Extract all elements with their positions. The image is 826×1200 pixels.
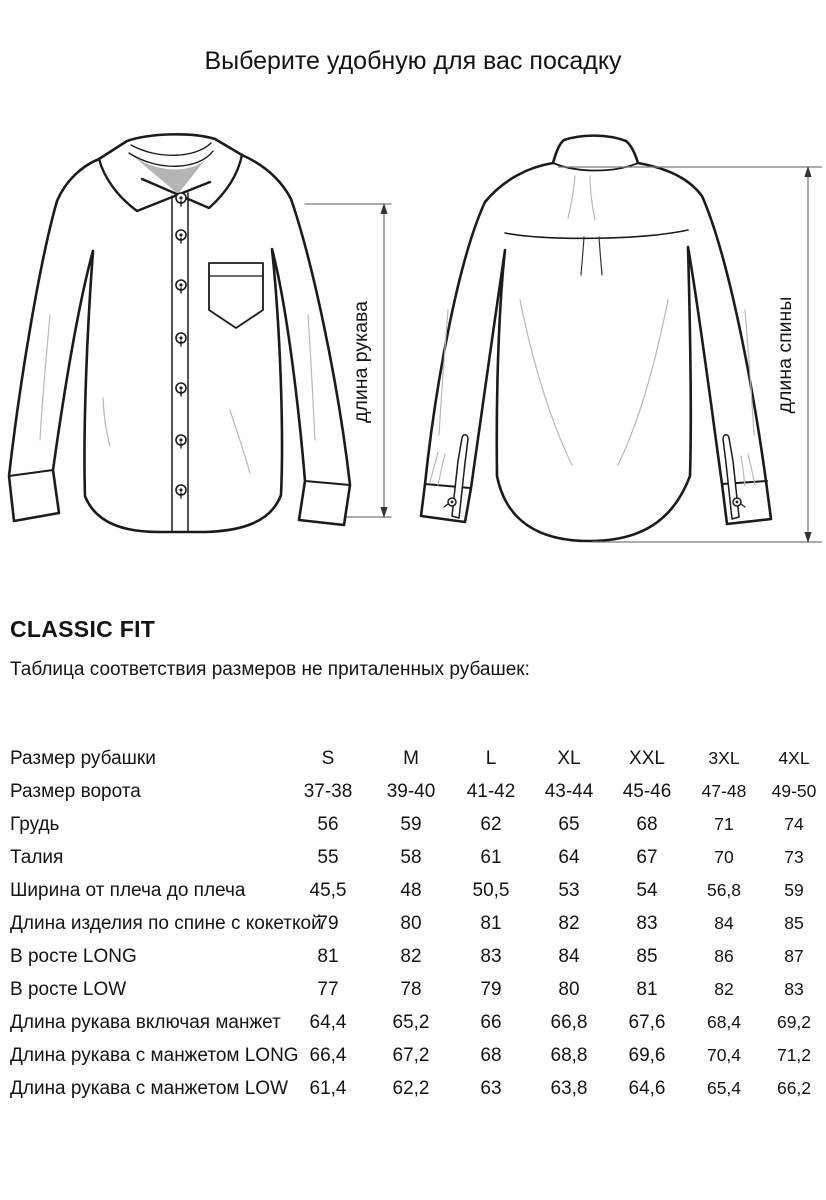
table-row bbox=[10, 874, 826, 907]
size-column-header: L bbox=[485, 747, 497, 769]
table-cell: 66,2 bbox=[776, 1078, 812, 1098]
front-shirt-drawing bbox=[9, 134, 391, 532]
table-cell: 83 bbox=[784, 979, 804, 999]
table-cell: 67 bbox=[636, 846, 658, 868]
table-cell: 45,5 bbox=[309, 879, 347, 901]
table-cell: 84 bbox=[558, 945, 580, 967]
size-column-header: M bbox=[403, 747, 419, 769]
table-cell: 56,8 bbox=[706, 880, 742, 900]
row-label: В росте LONG bbox=[10, 945, 137, 967]
size-column-header: S bbox=[321, 747, 335, 769]
back-shirt-drawing bbox=[421, 136, 771, 541]
table-cell: 47-48 bbox=[701, 781, 747, 801]
table-cell: 63,8 bbox=[550, 1077, 588, 1099]
page-title: Выберите удобную для вас посадку bbox=[204, 47, 622, 75]
table-cell: 71,2 bbox=[776, 1045, 812, 1065]
shirt-diagram bbox=[0, 130, 826, 570]
table-subtitle: Таблица соответствия размеров не приталенных рубашек: bbox=[10, 659, 530, 680]
table-cell: 61 bbox=[480, 846, 502, 868]
table-row bbox=[10, 940, 826, 973]
table-cell: 68,8 bbox=[550, 1044, 588, 1066]
table-cell: 55 bbox=[317, 846, 339, 868]
table-cell: 78 bbox=[400, 978, 422, 1000]
arrow-up-icon bbox=[380, 203, 387, 214]
table-cell: 81 bbox=[317, 945, 339, 967]
table-cell: 64,4 bbox=[309, 1011, 347, 1033]
table-cell: 50,5 bbox=[472, 879, 510, 901]
row-label: Длина рукава включая манжет bbox=[10, 1011, 281, 1033]
table-row bbox=[10, 1006, 826, 1039]
table-cell: 64 bbox=[558, 846, 580, 868]
row-label: Длина рукава с манжетом LOW bbox=[10, 1077, 289, 1099]
size-column-header: XL bbox=[557, 747, 581, 769]
row-label: Длина рукава с манжетом LONG bbox=[10, 1044, 299, 1066]
table-cell: 43-44 bbox=[544, 780, 594, 802]
table-row bbox=[10, 1072, 826, 1105]
table-cell: 70,4 bbox=[706, 1045, 742, 1065]
size-column-header: 4XL bbox=[778, 748, 810, 768]
table-cell: 79 bbox=[480, 978, 502, 1000]
row-label: Грудь bbox=[10, 813, 60, 835]
sleeve-length-dimension bbox=[350, 203, 388, 518]
table-cell: 79 bbox=[317, 912, 339, 934]
back-length-label: длина спины bbox=[774, 296, 796, 414]
table-cell: 69,6 bbox=[628, 1044, 666, 1066]
table-cell: 59 bbox=[784, 880, 804, 900]
table-cell: 82 bbox=[558, 912, 580, 934]
table-cell: 59 bbox=[400, 813, 422, 835]
table-cell: 81 bbox=[480, 912, 502, 934]
row-label: Талия bbox=[10, 846, 64, 868]
size-column-header: XXL bbox=[629, 747, 665, 769]
table-cell: 73 bbox=[784, 847, 804, 867]
table-row bbox=[10, 775, 826, 808]
table-cell: 37-38 bbox=[303, 780, 353, 802]
table-cell: 74 bbox=[784, 814, 804, 834]
table-cell: 85 bbox=[636, 945, 658, 967]
table-row bbox=[10, 973, 826, 1006]
table-cell: 54 bbox=[636, 879, 658, 901]
table-cell: 48 bbox=[400, 879, 422, 901]
table-cell: 39-40 bbox=[386, 780, 436, 802]
table-cell: 66,8 bbox=[550, 1011, 588, 1033]
table-cell: 65,4 bbox=[706, 1078, 742, 1098]
table-cell: 45-46 bbox=[622, 780, 672, 802]
table-cell: 68,4 bbox=[706, 1012, 742, 1032]
table-cell: 77 bbox=[317, 978, 339, 1000]
table-cell: 68 bbox=[480, 1044, 502, 1066]
table-cell: 83 bbox=[636, 912, 658, 934]
table-cell: 85 bbox=[784, 913, 804, 933]
table-cell: 41-42 bbox=[466, 780, 516, 802]
size-table bbox=[10, 742, 826, 1105]
table-cell: 62,2 bbox=[392, 1077, 430, 1099]
table-row bbox=[10, 808, 826, 841]
table-cell: 67,6 bbox=[628, 1011, 666, 1033]
table-cell: 65 bbox=[558, 813, 580, 835]
arrow-up-icon bbox=[804, 166, 811, 177]
row-label: Размер ворота bbox=[10, 780, 141, 802]
table-row bbox=[10, 841, 826, 874]
table-row bbox=[10, 1039, 826, 1072]
table-cell: 82 bbox=[400, 945, 422, 967]
table-cell: 68 bbox=[636, 813, 658, 835]
row-label: Размер рубашки bbox=[10, 747, 156, 769]
arrow-down-icon bbox=[380, 507, 387, 518]
table-cell: 83 bbox=[480, 945, 502, 967]
table-cell: 67,2 bbox=[392, 1044, 430, 1066]
size-column-header: 3XL bbox=[708, 748, 740, 768]
table-cell: 84 bbox=[714, 913, 734, 933]
row-label: Ширина от плеча до плеча bbox=[10, 879, 246, 901]
table-cell: 71 bbox=[714, 814, 734, 834]
table-header-row bbox=[10, 742, 826, 775]
table-cell: 81 bbox=[636, 978, 658, 1000]
table-cell: 65,2 bbox=[392, 1011, 430, 1033]
table-cell: 69,2 bbox=[776, 1012, 812, 1032]
table-cell: 58 bbox=[400, 846, 422, 868]
table-cell: 56 bbox=[317, 813, 339, 835]
table-cell: 53 bbox=[558, 879, 580, 901]
row-label: Длина изделия по спине с кокеткой bbox=[10, 912, 322, 934]
table-cell: 61,4 bbox=[309, 1077, 347, 1099]
table-cell: 49-50 bbox=[771, 781, 817, 801]
row-label: В росте LOW bbox=[10, 978, 127, 1000]
sleeve-length-label: длина рукава bbox=[350, 301, 372, 423]
table-cell: 62 bbox=[480, 813, 502, 835]
arrow-down-icon bbox=[804, 532, 811, 543]
table-cell: 66,4 bbox=[309, 1044, 347, 1066]
table-cell: 64,6 bbox=[628, 1077, 666, 1099]
table-cell: 86 bbox=[714, 946, 734, 966]
table-cell: 87 bbox=[784, 946, 804, 966]
back-shirt-outline bbox=[421, 136, 771, 541]
table-cell: 82 bbox=[714, 979, 734, 999]
table-cell: 80 bbox=[400, 912, 422, 934]
table-cell: 80 bbox=[558, 978, 580, 1000]
table-cell: 70 bbox=[714, 847, 734, 867]
table-cell: 63 bbox=[480, 1077, 502, 1099]
fit-heading: CLASSIC FIT bbox=[10, 616, 156, 642]
table-cell: 66 bbox=[480, 1011, 502, 1033]
table-row bbox=[10, 907, 826, 940]
